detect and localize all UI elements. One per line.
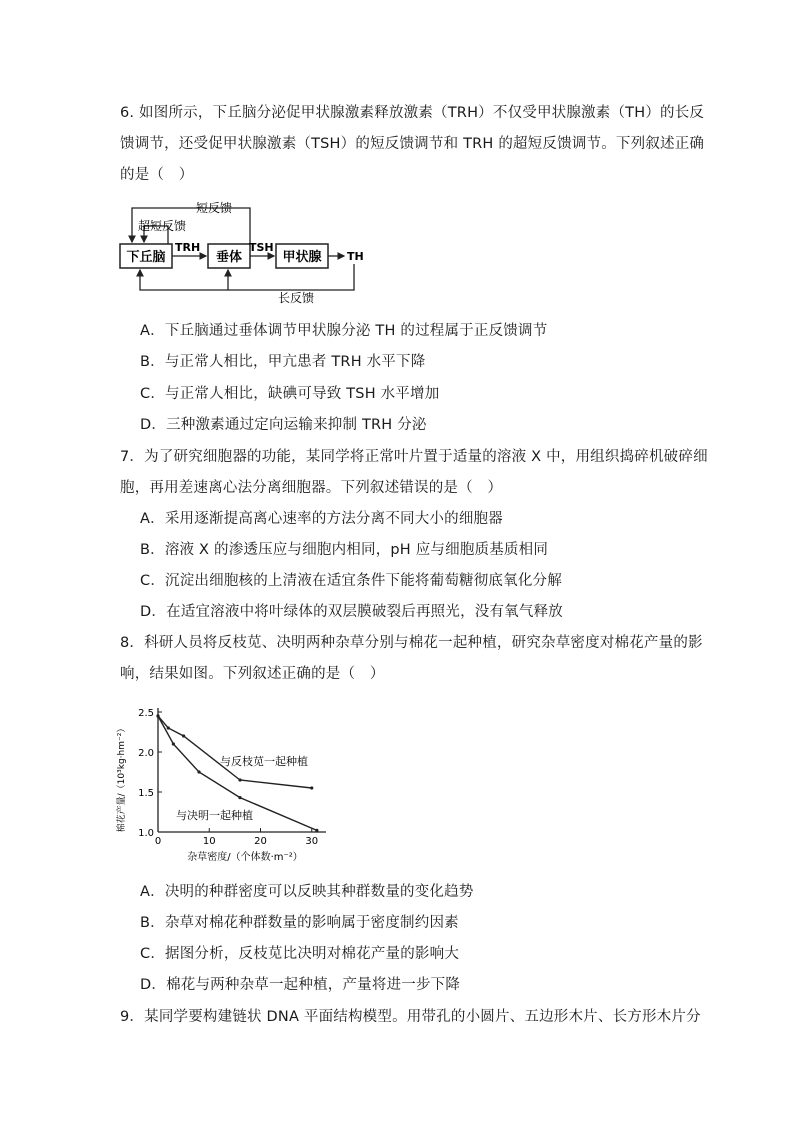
q7-option-a: A．采用逐渐提高离心速率的方法分离不同大小的细胞器 [140, 511, 503, 527]
q6-option-c: C．与正常人相比，缺碘可导致 TSH 水平增加 [140, 386, 440, 402]
short-feedback-label: 短反馈 [196, 201, 233, 215]
q8-stem-line-2: 响，结果如图。下列叙述正确的是（ ） [120, 666, 385, 682]
series-point-0 [167, 726, 170, 729]
ultra-short-feedback-label: 超短反馈 [138, 219, 187, 233]
x-axis-label: 杂草密度/（个体数·m⁻²） [187, 852, 303, 863]
tsh-label: TSH [249, 241, 274, 254]
y-axis-label: 棉花产量/（10³kg·hm⁻²） [117, 723, 127, 833]
q8-stem-line-1: 8．科研人员将反枝苋、决明两种杂草分别与棉花一起种植，研究杂草密度对棉花产量的影 [120, 635, 703, 651]
q9-stem-line-1: 9．某同学要构建链状 DNA 平面结构模型。用带孔的小圆片、五边形木片、长方形木片分 [120, 1009, 701, 1025]
cotton-yield-chart [110, 698, 340, 868]
q7-option-b: B．溶液 X 的渗透压应与细胞内相同，pH 应与细胞质基质相同 [140, 542, 549, 558]
feedback-diagram [118, 198, 378, 304]
series-point-1 [172, 742, 175, 745]
x-tick-label: 30 [305, 836, 319, 847]
q8-option-c: C．据图分析，反枝苋比决明对棉花产量的影响大 [140, 946, 460, 962]
series-label-cassia: 与决明一起种植 [176, 809, 253, 822]
th-label: TH [347, 250, 364, 263]
series-point-0 [238, 778, 241, 781]
series-point-0 [310, 786, 313, 789]
hypothalamus-label: 下丘脑 [126, 250, 166, 265]
pituitary-label: 垂体 [215, 250, 243, 265]
q7-stem-line-2: 胞，再用差速离心法分离细胞器。下列叙述错误的是（ ） [120, 480, 503, 496]
y-tick-label: 1.0 [138, 828, 154, 839]
q7-stem-line-1: 7．为了研究细胞器的功能，某同学将正常叶片置于适量的溶液 X 中，用组织捣碎机破碎细 [120, 449, 708, 465]
series-point-1 [156, 714, 159, 717]
series-point-1 [238, 796, 241, 799]
long-feedback-label: 长反馈 [278, 291, 315, 304]
series-point-1 [315, 829, 318, 832]
thyroid-label: 甲状腺 [282, 250, 322, 265]
q6-stem-line-2: 馈调节，还受促甲状腺激素（TSH）的短反馈调节和 TRH 的超短反馈调节。下列叙述正确 [120, 136, 705, 152]
trh-label: TRH [175, 241, 201, 254]
series-point-1 [197, 770, 200, 773]
y-tick-label: 2.5 [138, 708, 154, 719]
q8-option-b: B．杂草对棉花种群数量的影响属于密度制约因素 [140, 915, 459, 931]
series-point-0 [182, 734, 185, 737]
series-label-amaranth: 与反枝苋一起种植 [220, 755, 308, 768]
q6-stem-line-3: 的是（ ） [120, 167, 194, 183]
q7-option-c: C．沉淀出细胞核的上清液在适宜条件下能将葡萄糖彻底氧化分解 [140, 573, 562, 589]
x-tick-label: 10 [202, 836, 216, 847]
q7-option-d: D．在适宜溶液中将叶绿体的双层膜破裂后再照光，没有氧气释放 [140, 604, 563, 620]
q8-option-a: A．决明的种群密度可以反映其种群数量的变化趋势 [140, 884, 474, 900]
q6-option-a: A．下丘脑通过垂体调节甲状腺分泌 TH 的过程属于正反馈调节 [140, 323, 548, 339]
y-tick-label: 1.5 [138, 788, 154, 799]
q6-option-b: B．与正常人相比，甲亢患者 TRH 水平下降 [140, 354, 426, 370]
q6-option-d: D．三种激素通过定向运输来抑制 TRH 分泌 [140, 417, 427, 433]
y-tick-label: 2.0 [138, 748, 154, 759]
q8-option-d: D．棉花与两种杂草一起种植，产量将进一步下降 [140, 977, 461, 993]
q6-stem-line-1: 6. 如图所示，下丘脑分泌促甲状腺激素释放激素（TRH）不仅受甲状腺激素（TH）的长反 [120, 105, 705, 121]
x-tick-label: 20 [254, 836, 267, 847]
x-tick-label: 0 [154, 836, 162, 847]
